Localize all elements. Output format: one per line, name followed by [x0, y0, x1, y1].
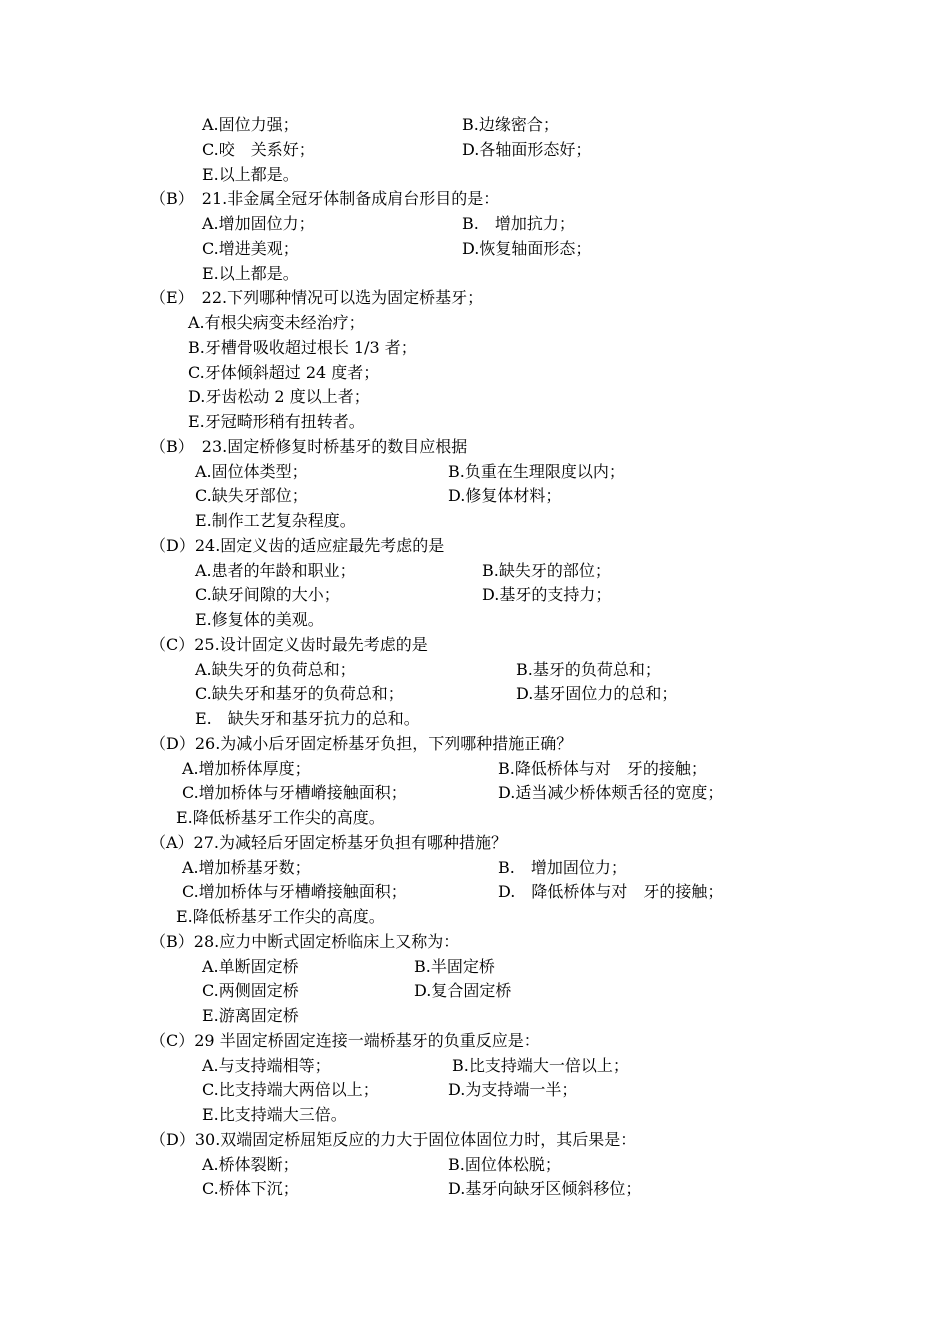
text-line: C.桥体下沉； — [202, 1179, 299, 1199]
text-line: （D）24.固定义齿的适应症最先考虑的是 — [150, 535, 445, 555]
text-line: B.缺失牙的部位； — [482, 560, 611, 580]
text-line: D.为支持端一半； — [448, 1080, 578, 1100]
text-line: D. 降低桥体与对 牙的接触； — [498, 882, 724, 902]
text-line: A.缺失牙的负荷总和； — [195, 659, 356, 679]
text-line: D.适当减少桥体颊舌径的宽度； — [498, 783, 724, 803]
text-line: E.降低桥基牙工作尖的高度。 — [176, 808, 385, 827]
text-line: D.基牙的支持力； — [482, 585, 612, 605]
text-line: C.牙体倾斜超过 24 度者； — [188, 362, 380, 382]
text-line: A.增加桥基牙数； — [182, 857, 311, 877]
text-line: B.基牙的负荷总和； — [516, 659, 661, 679]
text-line: （C）25.设计固定义齿时最先考虑的是 — [150, 634, 428, 654]
text-line: E.修复体的美观。 — [195, 610, 324, 629]
text-line: B.牙槽骨吸收超过根长 1/3 者； — [188, 337, 417, 357]
text-line: C.增进美观； — [202, 238, 299, 258]
text-line: B.降低桥体与对 牙的接触； — [498, 758, 707, 778]
text-line: C.缺失牙部位； — [195, 486, 308, 506]
text-line: （D）30.双端固定桥屈矩反应的力大于固位体固位力时，其后果是： — [150, 1129, 637, 1149]
text-line: （B）28.应力中断式固定桥临床上又称为： — [150, 931, 460, 951]
text-line: A.与支持端相等； — [202, 1055, 331, 1075]
text-line: B.半固定桥 — [414, 956, 495, 976]
text-line: B.固位体松脱； — [448, 1154, 561, 1174]
text-line: E.以上都是。 — [202, 263, 299, 283]
text-line: A.增加固位力； — [202, 214, 315, 233]
text-line: （E） 22.下列哪种情况可以选为固定桥基牙； — [150, 288, 484, 308]
text-line: C.增加桥体与牙槽嵴接触面积； — [182, 783, 407, 803]
text-line: D.基牙固位力的总和； — [516, 684, 678, 704]
text-line: A.有根尖病变未经治疗； — [188, 313, 365, 332]
text-line: C.缺牙间隙的大小； — [195, 585, 340, 605]
text-line: A.固位体类型； — [195, 461, 308, 481]
text-line: C.缺失牙和基牙的负荷总和； — [195, 684, 404, 704]
text-line: D.基牙向缺牙区倾斜移位； — [448, 1179, 642, 1199]
text-line: E.比支持端大三倍。 — [202, 1105, 347, 1124]
text-line: C.比支持端大两倍以上； — [202, 1080, 379, 1100]
text-line: A.增加桥体厚度； — [182, 758, 311, 778]
text-line: A.患者的年龄和职业； — [195, 560, 356, 580]
text-line: D.牙齿松动 2 度以上者； — [188, 387, 370, 407]
text-line: E.以上都是。 — [202, 164, 299, 184]
text-line: C.咬 关系好； — [202, 139, 315, 159]
text-line: （D）26.为减小后牙固定桥基牙负担，下列哪种措施正确？ — [150, 733, 573, 753]
text-line: C.两侧固定桥 — [202, 981, 299, 1001]
text-line: E.降低桥基牙工作尖的高度。 — [176, 907, 385, 926]
text-line: （B） 23.固定桥修复时桥基牙的数目应根据 — [150, 436, 468, 456]
text-line: （B） 21.非金属全冠牙体制备成肩台形目的是： — [150, 189, 500, 209]
text-line: D.复合固定桥 — [414, 981, 512, 1001]
text-line: B.负重在生理限度以内； — [448, 461, 625, 481]
text-line: （A）27.为减轻后牙固定桥基牙负担有哪种措施？ — [150, 832, 508, 852]
text-line: D.恢复轴面形态； — [462, 238, 592, 258]
text-line: E.制作工艺复杂程度。 — [195, 511, 356, 530]
text-line: E.游离固定桥 — [202, 1006, 299, 1025]
text-line: B. 增加固位力； — [498, 857, 627, 877]
text-line: A.桥体裂断； — [202, 1154, 299, 1174]
text-line: E.牙冠畸形稍有扭转者。 — [188, 412, 365, 431]
text-line: （C）29 半固定桥固定连接一端桥基牙的负重反应是： — [150, 1030, 540, 1050]
text-line: D.各轴面形态好； — [462, 139, 592, 159]
text-line: C.增加桥体与牙槽嵴接触面积； — [182, 882, 407, 902]
text-line: B.比支持端大一倍以上； — [452, 1055, 629, 1075]
text-line: A.单断固定桥 — [202, 956, 299, 976]
text-line: B.边缘密合； — [462, 115, 559, 134]
text-line: A.固位力强； — [202, 115, 299, 134]
text-line: E. 缺失牙和基牙抗力的总和。 — [195, 709, 420, 728]
text-line: B. 增加抗力； — [462, 214, 575, 233]
text-line: D.修复体材料； — [448, 486, 562, 506]
